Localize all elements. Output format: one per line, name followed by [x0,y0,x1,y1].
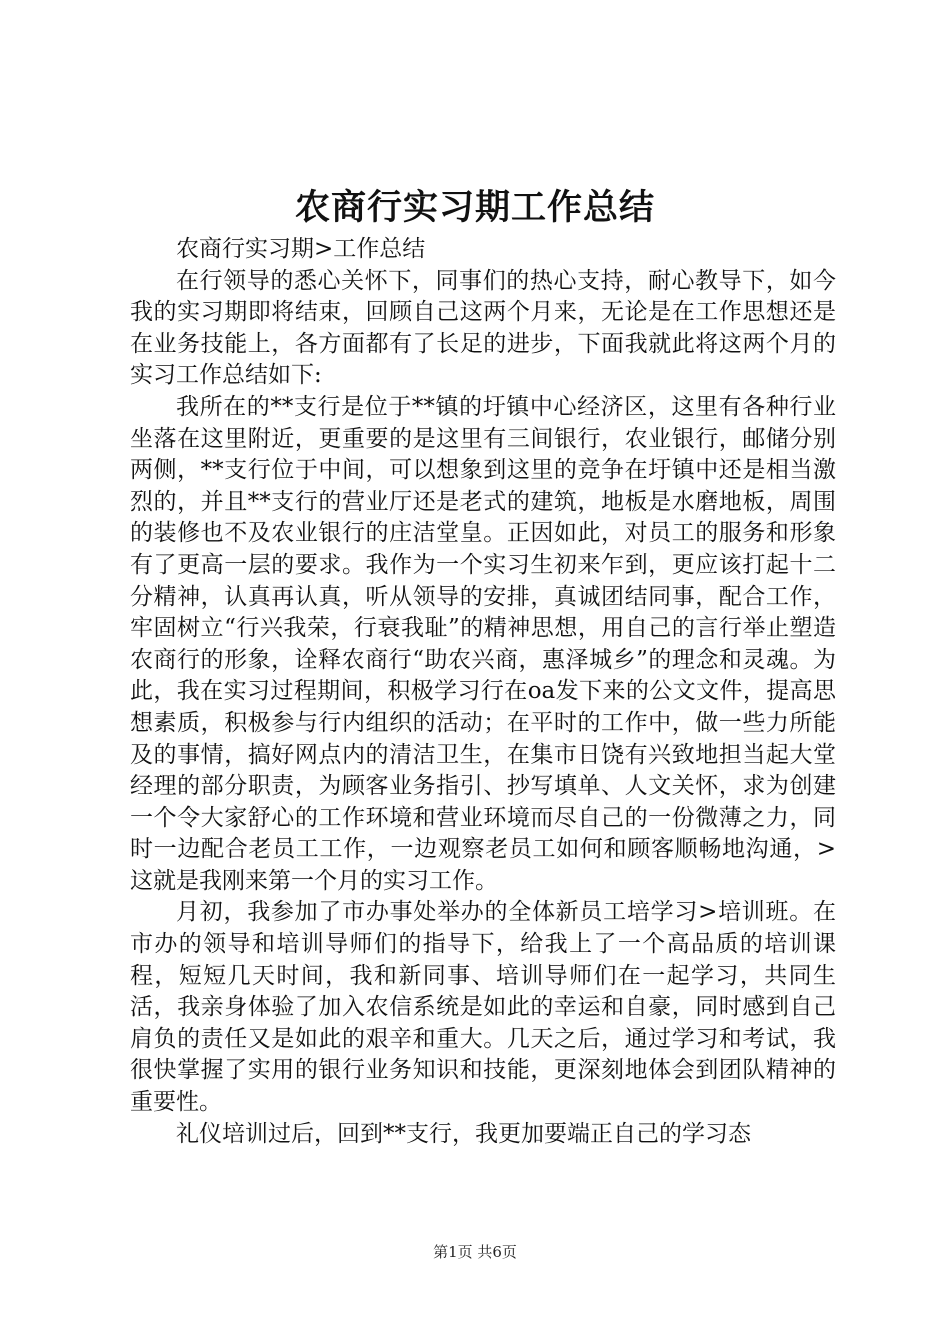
document-body [130,234,836,1150]
paragraph-intro: 在行领导的悉心关怀下，同事们的热心支持，耐心教导下，如今我的实习期即将结束，回顾自己这两个月来，无论是在工作思想还是在业务技能上，各方面都有了长足的进步，下面我就此将这两个月的实习工作总结如下: [130,267,836,389]
document-title: 农商行实习期工作总结 [294,187,655,228]
page-number-footer: 第1页 共6页 [433,1243,517,1261]
paragraph-subtitle: 农商行实习期>工作总结 [176,236,426,262]
paragraph-after-training: 礼仪培训过后，回到**支行，我更加要端正自己的学习态 [176,1120,751,1147]
paragraph-branch-work: 我所在的**支行是位于**镇的圩镇中心经济区，这里有各种行业坐落在这里附近，更重要的是这里有三间银行，农业银行，邮储分别两侧，**支行位于中间，可以想象到这里的竞争在圩镇中还是相当激烈的，并且**支行的营业厅还是老式的建筑，地板是水磨地板，周围的装修也不及农业银行的庄洁堂皇。正因如此，对员工的服务和形象有了更高一层的要求。我作为一个实习生初来乍到，更应该打起十二分精神，认真再认真，听从领导的安排，真诚团结同事，配合工作，牢固树立“行兴我荣，行衰我耻”的精神思想，用自己的言行举止塑造农商行的形象，诠释农商行“助农兴商，惠泽城乡”的理念和灵魂。为此，我在实习过程期间，积极学习行在oa发下来的公文文件，提高思想素质，积极参与行内组织的活动；在平时的工作中，做一些力所能及的事情，搞好网点内的清洁卫生，在集市日饶有兴致地担当起大堂经理的部分职责，为顾客业务指引、抄写填单、人文关怀，求为创建一个令大家舒心的工作环境和营业环境而尽自己的一份微薄之力，同时一边配合老员工工作，一边观察老员工如何和顾客顺畅地沟通，>这就是我刚来第一个月的实习工作。 [130,393,836,894]
paragraph-training: 月初，我参加了市办事处举办的全体新员工培学习>培训班。在市办的领导和培训导师们的指导下，给我上了一个高品质的培训课程，短短几天时间，我和新同事、培训导师们在一起学习，共同生活，我亲身体验了加入农信系统是如此的幸运和自豪，同时感到自己肩负的责任又是如此的艰辛和重大。几天之后，通过学习和考试，我很快掌握了实用的银行业务知识和技能，更深刻地体会到团队精神的重要性。 [130,899,836,1116]
